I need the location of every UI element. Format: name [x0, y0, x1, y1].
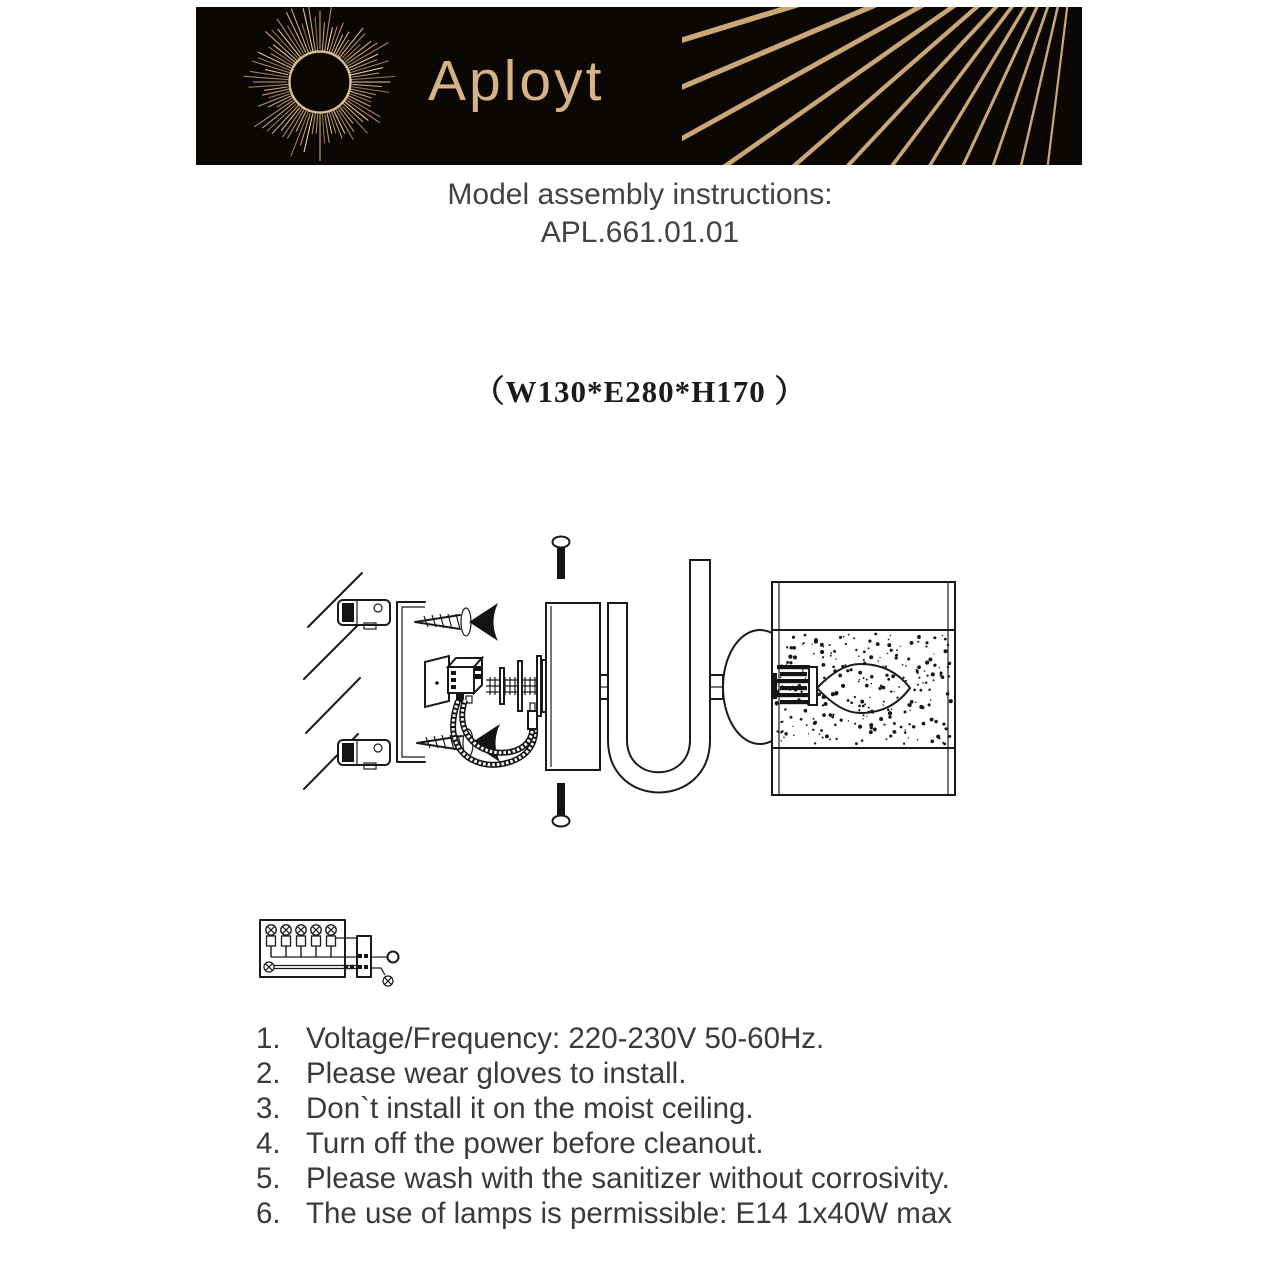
instruction-number: 6.: [256, 1197, 281, 1230]
wire-junction-dot: [344, 965, 348, 969]
aployt-sunburst-logo-icon: [238, 7, 402, 164]
assembly-diagram-svg: [290, 515, 970, 860]
instructions-list: [256, 1021, 1116, 1231]
brand-banner: [196, 7, 1082, 165]
instruction-text: Voltage/Frequency: 220-230V 50-60Hz.: [306, 1022, 825, 1055]
junction-box: [425, 656, 482, 707]
instruction-number: 1.: [256, 1022, 281, 1055]
instruction-number: 4.: [256, 1127, 281, 1160]
screw-terminals: [266, 925, 336, 957]
instruction-item-3: [256, 1091, 1116, 1126]
mounting-screw-top: [415, 603, 498, 641]
instruction-text: Turn off the power before cleanout.: [306, 1127, 764, 1160]
banner-corner-rays-decoration: [682, 7, 1082, 165]
arm-connector-right: [710, 675, 723, 699]
brand-name: Aployt: [428, 49, 605, 113]
instruction-item-4: [256, 1126, 1116, 1161]
dimensions-label: （W130*E280*H170 ）: [473, 374, 807, 409]
instruction-number: 5.: [256, 1162, 281, 1195]
page-title: Model assembly instructions:: [447, 178, 833, 211]
wiring-diagram: [250, 910, 430, 1005]
canopy-plate: [546, 603, 600, 770]
arm-connector-left: [600, 675, 608, 699]
ring-terminal: [388, 952, 399, 963]
instruction-text: Please wear gloves to install.: [306, 1057, 687, 1090]
wire-junction-dot: [350, 965, 354, 969]
ground-screw-left: [264, 962, 274, 972]
instruction-text: The use of lamps is permissible: E14 1x40W max: [306, 1197, 952, 1230]
bolt-top: [553, 537, 570, 580]
u-shaped-arm: [608, 560, 710, 793]
ground-screw-right: [383, 976, 393, 986]
wall-anchor-top: [338, 600, 390, 629]
instruction-item-1: [256, 1021, 1116, 1056]
model-number: APL.661.01.01: [540, 216, 740, 249]
mounting-bracket: [397, 602, 425, 762]
instruction-item-6: [256, 1196, 1116, 1231]
instruction-text: Please wash with the sanitizer without corrosivity.: [306, 1162, 950, 1195]
instruction-number: 2.: [256, 1057, 281, 1090]
switch-box: [357, 936, 371, 977]
threaded-stem: [486, 656, 548, 716]
bolt-bottom: [553, 783, 570, 827]
wiring-lines: [271, 938, 387, 975]
instruction-text: Don`t install it on the moist ceiling.: [306, 1092, 754, 1125]
assembly-diagram: [290, 515, 970, 860]
instruction-item-2: [256, 1056, 1116, 1091]
instruction-item-5: [256, 1161, 1116, 1196]
wiring-diagram-svg: [250, 910, 430, 1005]
instruction-number: 3.: [256, 1092, 281, 1125]
wall-anchor-bottom: [338, 740, 390, 769]
title-block: [0, 176, 1280, 252]
